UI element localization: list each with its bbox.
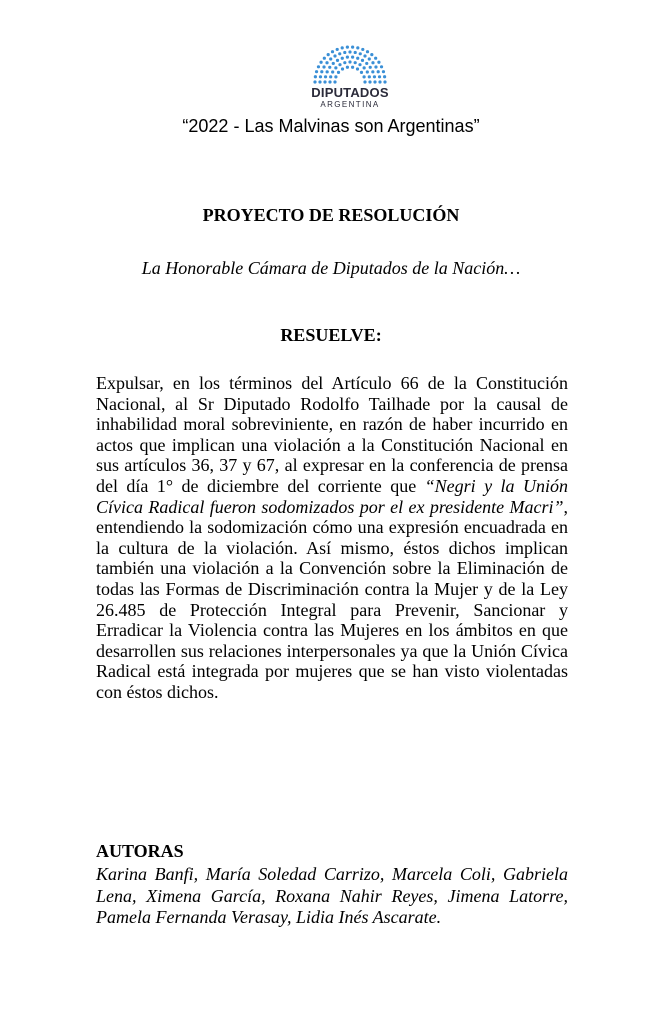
hemicycle-seat bbox=[329, 57, 332, 60]
hemicycle-seat bbox=[341, 57, 344, 60]
hemicycle-seat bbox=[383, 80, 386, 83]
body-text-part-1: Expulsar, en los términos del Artículo 66 de la Constitución Nacional, al Sr Diputado Rodolfo Tailhade por la causal de inhabilidad moral sobreviniente, en razón de haber incurrido en actos que implican una violación a la Constitución Nacional en sus artículos 36, 37 y 67, al expresar en la conferencia de prensa del día 1° de diciembre del corriente que bbox=[96, 373, 568, 496]
body-text-part-2: , entendiendo la sodomización cómo una expresión encuadrada en la cultura de la violación. Así mismo, éstos dichos implican también una violación a la Convención sobre la Eliminación de todas las Formas de Discriminación contra la Mujer y de la Ley 26.485 de Protección Integral para Prevenir, Sancionar y Erradicar la Violencia contra las Mujeres en los ámbitos en que desarrollen sus relaciones interpersonales ya que la Unión Cívica Radical está integrada por mujeres que se han visto violentadas con éstos dichos. bbox=[96, 496, 568, 702]
logo-country: ARGENTINA bbox=[320, 100, 380, 109]
hemicycle-seat bbox=[346, 46, 349, 49]
hemicycle-seat bbox=[348, 60, 351, 63]
hemicycle-seat bbox=[323, 80, 326, 83]
hemicycle-seat bbox=[334, 75, 337, 78]
hemicycle-seat bbox=[354, 51, 357, 54]
hemicycle-seat bbox=[334, 66, 337, 69]
hemicycle-seat bbox=[343, 51, 346, 54]
hemicycle-seat bbox=[378, 75, 381, 78]
hemicycle-seat bbox=[358, 63, 361, 66]
hemicycle-seat bbox=[351, 66, 354, 69]
hemicycle-seat bbox=[382, 70, 385, 73]
hemicycle-seat bbox=[365, 62, 368, 65]
hemicycle-seat bbox=[368, 57, 371, 60]
body-quote: “Negri y la Unión Cívica Radical fueron sodomizados por el ex presidente Macri” bbox=[96, 475, 568, 517]
hemicycle-seat bbox=[326, 70, 329, 73]
diputados-logo bbox=[290, 44, 410, 110]
hemicycle-seat bbox=[314, 75, 317, 78]
hemicycle-seat bbox=[325, 61, 328, 64]
hemicycle-seat bbox=[374, 65, 377, 68]
hemicycle-seat bbox=[366, 50, 369, 53]
document-title: PROYECTO DE RESOLUCIÓN bbox=[202, 205, 460, 225]
hemicycle-seat bbox=[356, 57, 359, 60]
resuelve-heading: RESUELVE: bbox=[280, 325, 382, 345]
hemicycle-seat bbox=[371, 61, 374, 64]
hemicycle-seat bbox=[366, 70, 369, 73]
hemicycle-seat bbox=[360, 71, 363, 74]
hemicycle-seat bbox=[341, 67, 344, 70]
hemicycle-seat bbox=[371, 70, 374, 73]
hemicycle-seat bbox=[373, 80, 376, 83]
authors-heading: AUTORAS bbox=[96, 841, 184, 861]
hemicycle-seat bbox=[356, 46, 359, 49]
hemicycle-seat bbox=[378, 80, 381, 83]
hemicycle-seat bbox=[318, 80, 321, 83]
hemicycle-seat bbox=[377, 61, 380, 64]
hemicycle-seat bbox=[328, 80, 331, 83]
hemicycle-seat bbox=[337, 71, 340, 74]
hemicycle-seat bbox=[348, 50, 351, 53]
hemicycle-seat bbox=[332, 62, 335, 65]
hemicycle-seat bbox=[363, 54, 366, 57]
hemicycle-seat bbox=[341, 46, 344, 49]
hemicycle-seat bbox=[373, 75, 376, 78]
hemicycle-seat bbox=[336, 59, 339, 62]
hemicycle-seat bbox=[359, 52, 362, 55]
hemicycle-seat bbox=[320, 70, 323, 73]
hemicycle-seat bbox=[322, 65, 325, 68]
hemicycle-seat bbox=[328, 66, 331, 69]
hemicycle-seat bbox=[329, 75, 332, 78]
logo-name: DIPUTADOS bbox=[311, 85, 389, 100]
hemicycle-seat bbox=[346, 56, 349, 59]
hemicycle-seat bbox=[368, 75, 371, 78]
hemicycle-seat bbox=[361, 59, 364, 62]
hemicycle-seat bbox=[333, 80, 336, 83]
hemicycle-seat bbox=[333, 54, 336, 57]
hemicycle-seat bbox=[374, 57, 377, 60]
hemicycle-seat bbox=[338, 52, 341, 55]
hemicycle-seat bbox=[377, 70, 380, 73]
hemicycle-seat bbox=[317, 65, 320, 68]
motto: “2022 - Las Malvinas son Argentinas” bbox=[182, 116, 480, 136]
hemicycle-seat bbox=[368, 80, 371, 83]
hemicycle-seat bbox=[363, 75, 366, 78]
hemicycle-seat bbox=[319, 61, 322, 64]
hemicycle-seat bbox=[363, 66, 366, 69]
hemicycle-seat bbox=[319, 75, 322, 78]
hemicycle-seat bbox=[351, 46, 354, 49]
hemicycle-seat bbox=[356, 67, 359, 70]
hemicycle-seat bbox=[343, 61, 346, 64]
hemicycle-seat bbox=[327, 53, 330, 56]
hemicycle-seat bbox=[323, 57, 326, 60]
hemicycle-seat bbox=[313, 80, 316, 83]
hemicycle-seat bbox=[331, 50, 334, 53]
hemicycle-seat bbox=[324, 75, 327, 78]
hemicycle-seat bbox=[380, 65, 383, 68]
intro-line: La Honorable Cámara de Diputados de la Nación… bbox=[141, 258, 521, 278]
hemicycle-seat bbox=[354, 61, 357, 64]
hemicycle-seat bbox=[369, 66, 372, 69]
hemicycle-seat bbox=[361, 48, 364, 51]
authors-list: Karina Banfi, María Soledad Carrizo, Marcela Coli, Gabriela Lena, Ximena García, Roxana Nahir Reyes, Jimena Latorre, Pamela Fernanda Verasay, Lidia Inés Ascarate. bbox=[96, 864, 568, 927]
hemicycle-seat bbox=[383, 75, 386, 78]
hemicycle-seat bbox=[363, 80, 366, 83]
hemicycle-seat bbox=[338, 63, 341, 66]
hemicycle-seat bbox=[351, 56, 354, 59]
hemicycle-seat bbox=[346, 66, 349, 69]
hemicycle-icon bbox=[310, 44, 390, 84]
hemicycle-seat bbox=[315, 70, 318, 73]
resolution-body bbox=[96, 373, 568, 703]
hemicycle-seat bbox=[336, 48, 339, 51]
hemicycle-seat bbox=[331, 70, 334, 73]
hemicycle-seat bbox=[370, 53, 373, 56]
